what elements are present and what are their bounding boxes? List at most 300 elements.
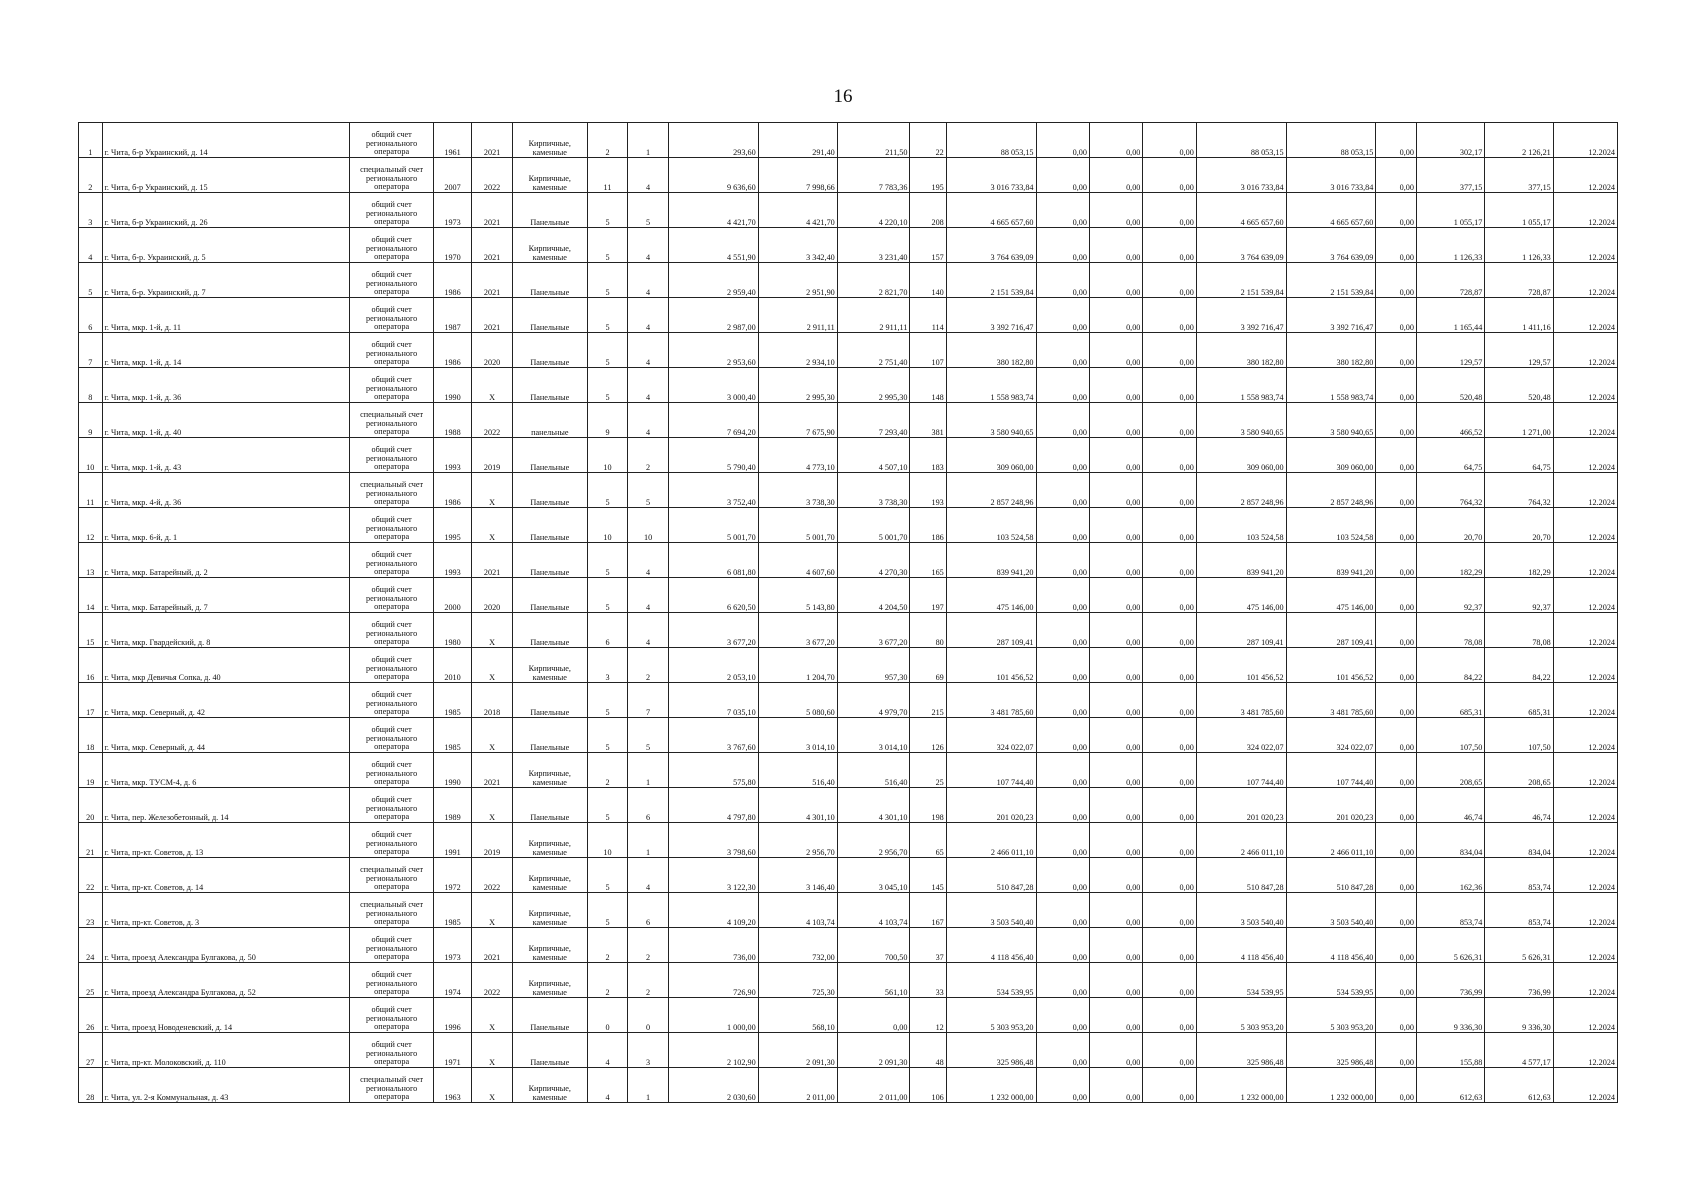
completion-date-cell: 12.2024 [1553,998,1617,1033]
entrances-cell: 4 [628,403,669,438]
wall-material-cell: Панельные [512,613,587,648]
completion-date-cell: 12.2024 [1553,578,1617,613]
total-cost-cell: 5 303 953,20 [946,998,1036,1033]
row-number-cell: 13 [79,543,103,578]
residents-count-cell: 215 [910,683,946,718]
residential-area-cell: 3 231,40 [837,228,910,263]
total-area-cell: 7 035,10 [668,683,758,718]
premises-area-cell: 732,00 [758,928,837,963]
owner-funds-cell: 287 109,41 [1196,613,1286,648]
entrances-cell: 6 [628,788,669,823]
last-repair-year-cell: Х [472,613,513,648]
row-number-cell: 11 [79,473,103,508]
federal-funds-cell: 0,00 [1036,1068,1089,1103]
premises-area-cell: 7 998,66 [758,158,837,193]
other-funds-cell: 0,00 [1376,508,1417,543]
row-number-cell: 9 [79,403,103,438]
table-row [79,683,1618,718]
residential-area-cell: 4 103,74 [837,893,910,928]
regional-funds-cell: 0,00 [1089,823,1142,858]
total-cost-cell: 510 847,28 [946,858,1036,893]
address-cell: г. Чита, б-р Украинский, д. 26 [102,193,350,228]
federal-funds-cell: 0,00 [1036,368,1089,403]
row-number-cell: 6 [79,298,103,333]
completion-date-cell: 12.2024 [1553,403,1617,438]
table-row [79,123,1618,158]
residential-area-cell: 561,10 [837,963,910,998]
other-funds-cell: 0,00 [1376,648,1417,683]
completion-date-cell: 12.2024 [1553,543,1617,578]
other-funds-cell: 0,00 [1376,718,1417,753]
floors-cell: 3 [587,648,628,683]
unit-cost-cell: 182,29 [1416,543,1484,578]
floors-cell: 10 [587,438,628,473]
floors-cell: 5 [587,298,628,333]
unit-cost-cell: 853,74 [1416,893,1484,928]
completion-date-cell: 12.2024 [1553,648,1617,683]
total-cost-cell: 3 764 639,09 [946,228,1036,263]
table-row [79,963,1618,998]
residents-count-cell: 48 [910,1033,946,1068]
owner-funds-cell: 88 053,15 [1196,123,1286,158]
year-built-cell: 1985 [433,683,471,718]
wall-material-cell: Панельные [512,438,587,473]
housing-registry-table [78,122,1618,1103]
floors-cell: 5 [587,893,628,928]
year-built-cell: 1986 [433,473,471,508]
premises-area-cell: 4 103,74 [758,893,837,928]
year-built-cell: 2000 [433,578,471,613]
federal-funds-cell: 0,00 [1036,298,1089,333]
completion-date-cell: 12.2024 [1553,823,1617,858]
other-funds-cell: 0,00 [1376,228,1417,263]
last-repair-year-cell: Х [472,998,513,1033]
address-cell: г. Чита, мкр. 6-й, д. 1 [102,508,350,543]
residents-count-cell: 193 [910,473,946,508]
floors-cell: 5 [587,718,628,753]
entrances-cell: 5 [628,473,669,508]
row-number-cell: 8 [79,368,103,403]
other-funds-cell: 0,00 [1376,543,1417,578]
wall-material-cell: Панельные [512,333,587,368]
total-cost-cell: 88 053,15 [946,123,1036,158]
total-area-cell: 3 798,60 [668,823,758,858]
last-repair-year-cell: 2021 [472,543,513,578]
municipal-funds-cell: 0,00 [1143,1033,1196,1068]
owner-funds-cell: 325 986,48 [1196,1033,1286,1068]
address-cell: г. Чита, ул. 2-я Коммунальная, д. 43 [102,1068,350,1103]
row-number-cell: 16 [79,648,103,683]
residents-count-cell: 126 [910,718,946,753]
other-funds-cell: 0,00 [1376,403,1417,438]
owner-funds-total-cell: 1 558 983,74 [1286,368,1376,403]
entrances-cell: 4 [628,228,669,263]
floors-cell: 5 [587,543,628,578]
total-area-cell: 3 752,40 [668,473,758,508]
table-row [79,753,1618,788]
other-funds-cell: 0,00 [1376,123,1417,158]
unit-cost-cell: 9 336,30 [1416,998,1484,1033]
address-cell: г. Чита, мкр. Гвардейский, д. 8 [102,613,350,648]
unit-cost-cell: 155,88 [1416,1033,1484,1068]
wall-material-cell: Кирпичные, каменные [512,858,587,893]
total-cost-cell: 107 744,40 [946,753,1036,788]
year-built-cell: 1971 [433,1033,471,1068]
table-row [79,298,1618,333]
wall-material-cell: Панельные [512,578,587,613]
row-number-cell: 12 [79,508,103,543]
account-type-cell: общий счет регионального оператора [350,368,433,403]
address-cell: г. Чита, мкр. Батарейный, д. 2 [102,543,350,578]
completion-date-cell: 12.2024 [1553,718,1617,753]
total-area-cell: 575,80 [668,753,758,788]
owner-funds-cell: 201 020,23 [1196,788,1286,823]
year-built-cell: 2007 [433,158,471,193]
account-type-cell: общий счет регионального оператора [350,228,433,263]
max-unit-cost-cell: 1 411,16 [1485,298,1553,333]
owner-funds-cell: 5 303 953,20 [1196,998,1286,1033]
premises-area-cell: 3 677,20 [758,613,837,648]
row-number-cell: 26 [79,998,103,1033]
municipal-funds-cell: 0,00 [1143,683,1196,718]
residential-area-cell: 4 979,70 [837,683,910,718]
other-funds-cell: 0,00 [1376,998,1417,1033]
federal-funds-cell: 0,00 [1036,158,1089,193]
regional-funds-cell: 0,00 [1089,403,1142,438]
table-row [79,403,1618,438]
unit-cost-cell: 612,63 [1416,1068,1484,1103]
residential-area-cell: 516,40 [837,753,910,788]
premises-area-cell: 4 607,60 [758,543,837,578]
account-type-cell: общий счет регионального оператора [350,928,433,963]
max-unit-cost-cell: 2 126,21 [1485,123,1553,158]
account-type-cell: общий счет регионального оператора [350,648,433,683]
total-area-cell: 6 620,50 [668,578,758,613]
account-type-cell: специальный счет регионального оператора [350,858,433,893]
federal-funds-cell: 0,00 [1036,998,1089,1033]
entrances-cell: 4 [628,578,669,613]
owner-funds-total-cell: 3 016 733,84 [1286,158,1376,193]
last-repair-year-cell: 2020 [472,333,513,368]
last-repair-year-cell: Х [472,1068,513,1103]
regional-funds-cell: 0,00 [1089,1033,1142,1068]
other-funds-cell: 0,00 [1376,823,1417,858]
floors-cell: 5 [587,683,628,718]
municipal-funds-cell: 0,00 [1143,928,1196,963]
total-area-cell: 4 797,80 [668,788,758,823]
entrances-cell: 2 [628,928,669,963]
total-cost-cell: 287 109,41 [946,613,1036,648]
premises-area-cell: 2 911,11 [758,298,837,333]
regional-funds-cell: 0,00 [1089,228,1142,263]
unit-cost-cell: 208,65 [1416,753,1484,788]
wall-material-cell: Панельные [512,683,587,718]
table-row [79,1068,1618,1103]
regional-funds-cell: 0,00 [1089,473,1142,508]
completion-date-cell: 12.2024 [1553,508,1617,543]
regional-funds-cell: 0,00 [1089,753,1142,788]
last-repair-year-cell: 2020 [472,578,513,613]
account-type-cell: общий счет регионального оператора [350,613,433,648]
wall-material-cell: Кирпичные, каменные [512,648,587,683]
other-funds-cell: 0,00 [1376,858,1417,893]
account-type-cell: общий счет регионального оператора [350,508,433,543]
year-built-cell: 1980 [433,613,471,648]
year-built-cell: 1961 [433,123,471,158]
residents-count-cell: 165 [910,543,946,578]
residential-area-cell: 2 091,30 [837,1033,910,1068]
other-funds-cell: 0,00 [1376,1033,1417,1068]
total-cost-cell: 4 118 456,40 [946,928,1036,963]
total-area-cell: 2 102,90 [668,1033,758,1068]
address-cell: г. Чита, проезд Новоденевский, д. 14 [102,998,350,1033]
total-area-cell: 726,90 [668,963,758,998]
owner-funds-total-cell: 380 182,80 [1286,333,1376,368]
last-repair-year-cell: 2018 [472,683,513,718]
premises-area-cell: 3 014,10 [758,718,837,753]
entrances-cell: 6 [628,893,669,928]
owner-funds-cell: 3 503 540,40 [1196,893,1286,928]
account-type-cell: общий счет регионального оператора [350,298,433,333]
municipal-funds-cell: 0,00 [1143,333,1196,368]
max-unit-cost-cell: 46,74 [1485,788,1553,823]
residential-area-cell: 4 507,10 [837,438,910,473]
year-built-cell: 1985 [433,893,471,928]
account-type-cell: общий счет регионального оператора [350,683,433,718]
last-repair-year-cell: 2021 [472,928,513,963]
federal-funds-cell: 0,00 [1036,683,1089,718]
total-area-cell: 3 000,40 [668,368,758,403]
floors-cell: 10 [587,823,628,858]
residents-count-cell: 157 [910,228,946,263]
federal-funds-cell: 0,00 [1036,858,1089,893]
account-type-cell: общий счет регионального оператора [350,438,433,473]
row-number-cell: 20 [79,788,103,823]
year-built-cell: 1986 [433,263,471,298]
federal-funds-cell: 0,00 [1036,508,1089,543]
regional-funds-cell: 0,00 [1089,508,1142,543]
municipal-funds-cell: 0,00 [1143,823,1196,858]
residential-area-cell: 3 014,10 [837,718,910,753]
premises-area-cell: 516,40 [758,753,837,788]
floors-cell: 5 [587,193,628,228]
address-cell: г. Чита, мкр. 1-й, д. 40 [102,403,350,438]
completion-date-cell: 12.2024 [1553,1033,1617,1068]
wall-material-cell: Кирпичные, каменные [512,123,587,158]
residents-count-cell: 145 [910,858,946,893]
premises-area-cell: 568,10 [758,998,837,1033]
max-unit-cost-cell: 853,74 [1485,858,1553,893]
regional-funds-cell: 0,00 [1089,193,1142,228]
total-area-cell: 7 694,20 [668,403,758,438]
table-row [79,613,1618,648]
floors-cell: 5 [587,858,628,893]
owner-funds-cell: 103 524,58 [1196,508,1286,543]
max-unit-cost-cell: 5 626,31 [1485,928,1553,963]
residential-area-cell: 4 301,10 [837,788,910,823]
unit-cost-cell: 728,87 [1416,263,1484,298]
completion-date-cell: 12.2024 [1553,228,1617,263]
residents-count-cell: 186 [910,508,946,543]
unit-cost-cell: 84,22 [1416,648,1484,683]
account-type-cell: общий счет регионального оператора [350,263,433,298]
year-built-cell: 1993 [433,438,471,473]
owner-funds-total-cell: 5 303 953,20 [1286,998,1376,1033]
residents-count-cell: 106 [910,1068,946,1103]
federal-funds-cell: 0,00 [1036,333,1089,368]
federal-funds-cell: 0,00 [1036,123,1089,158]
residents-count-cell: 107 [910,333,946,368]
table-row [79,1033,1618,1068]
owner-funds-cell: 2 151 539,84 [1196,263,1286,298]
completion-date-cell: 12.2024 [1553,858,1617,893]
max-unit-cost-cell: 78,08 [1485,613,1553,648]
year-built-cell: 1993 [433,543,471,578]
max-unit-cost-cell: 64,75 [1485,438,1553,473]
residents-count-cell: 22 [910,123,946,158]
total-area-cell: 6 081,80 [668,543,758,578]
floors-cell: 11 [587,158,628,193]
other-funds-cell: 0,00 [1376,298,1417,333]
total-area-cell: 9 636,60 [668,158,758,193]
federal-funds-cell: 0,00 [1036,788,1089,823]
owner-funds-total-cell: 3 503 540,40 [1286,893,1376,928]
row-number-cell: 4 [79,228,103,263]
regional-funds-cell: 0,00 [1089,158,1142,193]
row-number-cell: 3 [79,193,103,228]
entrances-cell: 4 [628,543,669,578]
municipal-funds-cell: 0,00 [1143,193,1196,228]
year-built-cell: 1991 [433,823,471,858]
account-type-cell: специальный счет регионального оператора [350,1068,433,1103]
residential-area-cell: 700,50 [837,928,910,963]
municipal-funds-cell: 0,00 [1143,403,1196,438]
municipal-funds-cell: 0,00 [1143,123,1196,158]
account-type-cell: общий счет регионального оператора [350,753,433,788]
completion-date-cell: 12.2024 [1553,1068,1617,1103]
owner-funds-cell: 534 539,95 [1196,963,1286,998]
regional-funds-cell: 0,00 [1089,543,1142,578]
unit-cost-cell: 78,08 [1416,613,1484,648]
wall-material-cell: Панельные [512,998,587,1033]
max-unit-cost-cell: 736,99 [1485,963,1553,998]
account-type-cell: общий счет регионального оператора [350,123,433,158]
total-cost-cell: 839 941,20 [946,543,1036,578]
unit-cost-cell: 466,52 [1416,403,1484,438]
max-unit-cost-cell: 612,63 [1485,1068,1553,1103]
residential-area-cell: 7 783,36 [837,158,910,193]
last-repair-year-cell: Х [472,1033,513,1068]
entrances-cell: 1 [628,123,669,158]
account-type-cell: общий счет регионального оператора [350,963,433,998]
total-cost-cell: 3 503 540,40 [946,893,1036,928]
owner-funds-total-cell: 103 524,58 [1286,508,1376,543]
table-row [79,368,1618,403]
regional-funds-cell: 0,00 [1089,788,1142,823]
premises-area-cell: 2 995,30 [758,368,837,403]
floors-cell: 5 [587,263,628,298]
regional-funds-cell: 0,00 [1089,333,1142,368]
max-unit-cost-cell: 92,37 [1485,578,1553,613]
municipal-funds-cell: 0,00 [1143,158,1196,193]
residential-area-cell: 2 956,70 [837,823,910,858]
wall-material-cell: Панельные [512,193,587,228]
floors-cell: 9 [587,403,628,438]
row-number-cell: 22 [79,858,103,893]
residential-area-cell: 3 738,30 [837,473,910,508]
owner-funds-cell: 309 060,00 [1196,438,1286,473]
total-area-cell: 4 421,70 [668,193,758,228]
unit-cost-cell: 5 626,31 [1416,928,1484,963]
residents-count-cell: 148 [910,368,946,403]
owner-funds-total-cell: 839 941,20 [1286,543,1376,578]
year-built-cell: 1974 [433,963,471,998]
last-repair-year-cell: 2022 [472,963,513,998]
max-unit-cost-cell: 520,48 [1485,368,1553,403]
owner-funds-cell: 3 481 785,60 [1196,683,1286,718]
federal-funds-cell: 0,00 [1036,1033,1089,1068]
residents-count-cell: 114 [910,298,946,333]
wall-material-cell: Кирпичные, каменные [512,928,587,963]
federal-funds-cell: 0,00 [1036,753,1089,788]
federal-funds-cell: 0,00 [1036,403,1089,438]
last-repair-year-cell: 2019 [472,823,513,858]
max-unit-cost-cell: 84,22 [1485,648,1553,683]
max-unit-cost-cell: 853,74 [1485,893,1553,928]
municipal-funds-cell: 0,00 [1143,508,1196,543]
total-cost-cell: 2 151 539,84 [946,263,1036,298]
row-number-cell: 23 [79,893,103,928]
total-area-cell: 4 109,20 [668,893,758,928]
owner-funds-total-cell: 475 146,00 [1286,578,1376,613]
max-unit-cost-cell: 9 336,30 [1485,998,1553,1033]
federal-funds-cell: 0,00 [1036,473,1089,508]
entrances-cell: 2 [628,963,669,998]
row-number-cell: 7 [79,333,103,368]
table-row [79,718,1618,753]
municipal-funds-cell: 0,00 [1143,718,1196,753]
completion-date-cell: 12.2024 [1553,438,1617,473]
wall-material-cell: Панельные [512,508,587,543]
entrances-cell: 5 [628,193,669,228]
owner-funds-cell: 3 392 716,47 [1196,298,1286,333]
regional-funds-cell: 0,00 [1089,648,1142,683]
residential-area-cell: 2 995,30 [837,368,910,403]
premises-area-cell: 4 301,10 [758,788,837,823]
premises-area-cell: 725,30 [758,963,837,998]
other-funds-cell: 0,00 [1376,333,1417,368]
max-unit-cost-cell: 208,65 [1485,753,1553,788]
unit-cost-cell: 64,75 [1416,438,1484,473]
residential-area-cell: 2 011,00 [837,1068,910,1103]
premises-area-cell: 1 204,70 [758,648,837,683]
max-unit-cost-cell: 107,50 [1485,718,1553,753]
table-row [79,473,1618,508]
other-funds-cell: 0,00 [1376,158,1417,193]
completion-date-cell: 12.2024 [1553,333,1617,368]
row-number-cell: 24 [79,928,103,963]
address-cell: г. Чита, мкр. 1-й, д. 43 [102,438,350,473]
address-cell: г. Чита, б-р Украинский, д. 15 [102,158,350,193]
year-built-cell: 1972 [433,858,471,893]
federal-funds-cell: 0,00 [1036,893,1089,928]
owner-funds-cell: 3 580 940,65 [1196,403,1286,438]
owner-funds-total-cell: 201 020,23 [1286,788,1376,823]
row-number-cell: 10 [79,438,103,473]
max-unit-cost-cell: 1 271,00 [1485,403,1553,438]
total-cost-cell: 3 580 940,65 [946,403,1036,438]
premises-area-cell: 7 675,90 [758,403,837,438]
